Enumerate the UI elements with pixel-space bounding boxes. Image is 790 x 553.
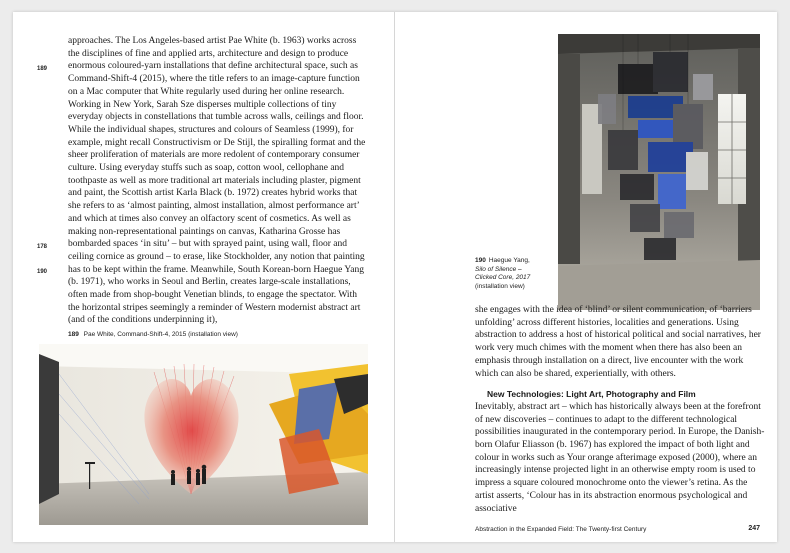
left-paragraph: approaches. The Los Angeles-based artist Pae White (b. 1963) works across the disciplines of fine and applied arts, architecture and design to produce enormous coloured-yarn installations that define architectural space, such as Command-Shift-4 (2015), where the title refers to an image-capture function on a Mac computer that White regularly used during her online research. Working in New York, Sarah Sze disperses multiple collections of tiny everyday objects in constellations that tumble across walls, ceilings and floor. While the individual shapes, structures and colours of Seamless (1999), for example, might recall Constructivism or De Stijl, the spiralling format and the sheer proliferation of materials are more redolent of contemporary consumer culture. Using everyday stuffs such as soap, cotton wool, cellophane and toothpaste as well as more traditional art materials including plaster, pigment and paint, the Scottish artist Karla Black (b. 1972) creates hybrid works that she refers to as ‘almost painting, almost installation, almost performance art’ and which at times also convey an olfactory scent of cosmetics. As well as making non-representational paintings on canvas, Katharina Grosse has bombarded spaces ‘in situ’ – but with sprayed paint, using wall, floor and ceiling cornice as ground – to erase, like Stockholder, any notion that painting has to be kept within the frame. Meanwhile, South Korean-born Haegue Yang (b. 1971), who works in Seoul and Berlin, creates large-scale installations, often made from shop-bought Venetian blinds, to engage the spectator. With the horizontal stripes seemingly a reminder of Western modernist abstract art (and of the conditions underpinning it), — [68, 36, 366, 326]
page-gutter — [394, 12, 395, 542]
caption-line: Haegue Yang, — [488, 257, 530, 264]
caption-190 — [475, 257, 560, 291]
left-body-text — [68, 35, 368, 327]
caption-line: Silo of Silence – — [475, 265, 522, 273]
running-footer — [475, 526, 760, 533]
right-paragraph: she engages with the idea of ‘blind’ or silent communication, of ‘barriers unfolding’ across different histories, localities and generations. Using abstraction to address a host of historical political and social narratives, her work very much chimes with the moment when there has also been an emphasis through installation on a direct, live encounter with the work which can also be shared, experientially, with others. — [475, 305, 761, 379]
caption-line: Clicked Core, 2017 — [475, 274, 531, 281]
photo-pae-white-installation — [39, 344, 368, 525]
photo-haegue-yang-installation — [558, 34, 760, 310]
right-body-text — [475, 304, 765, 515]
margin-ref-190: 190 — [37, 269, 48, 275]
caption-189 — [68, 331, 368, 340]
page-number: 247 — [748, 525, 760, 532]
footer-title: Abstraction in the Expanded Field: The Twenty-first Century — [475, 526, 647, 533]
section-subheading: New Technologies: Light Art, Photography and Film — [487, 389, 696, 400]
caption-text: Pae White, Command-Shift-4, 2015 (installation view) — [83, 331, 238, 338]
margin-ref-189: 189 — [37, 66, 48, 72]
book-spread — [13, 12, 777, 542]
margin-ref-178: 178 — [37, 244, 48, 250]
caption-number: 189 — [68, 331, 79, 338]
right-paragraph-2: Inevitably, abstract art – which has historically always been at the forefront of new discoveries – continues to adapt to the different technological possibilities inaugurated in the contemporary period. In Europe, the Danish-born Olafur Eliasson (b. 1967) has explored the impact of both light and colour in works such as Your orange afterimage exposed (2000), where an increasingly intense projected light in an otherwise empty room is used to impress a square coloured monochrome onto the viewer’s retina. As the artist asserts, ‘Colour has in its abstraction enormous psychological and associative — [475, 401, 765, 514]
caption-number: 190 — [475, 257, 486, 264]
caption-line: (installation view) — [475, 282, 525, 290]
